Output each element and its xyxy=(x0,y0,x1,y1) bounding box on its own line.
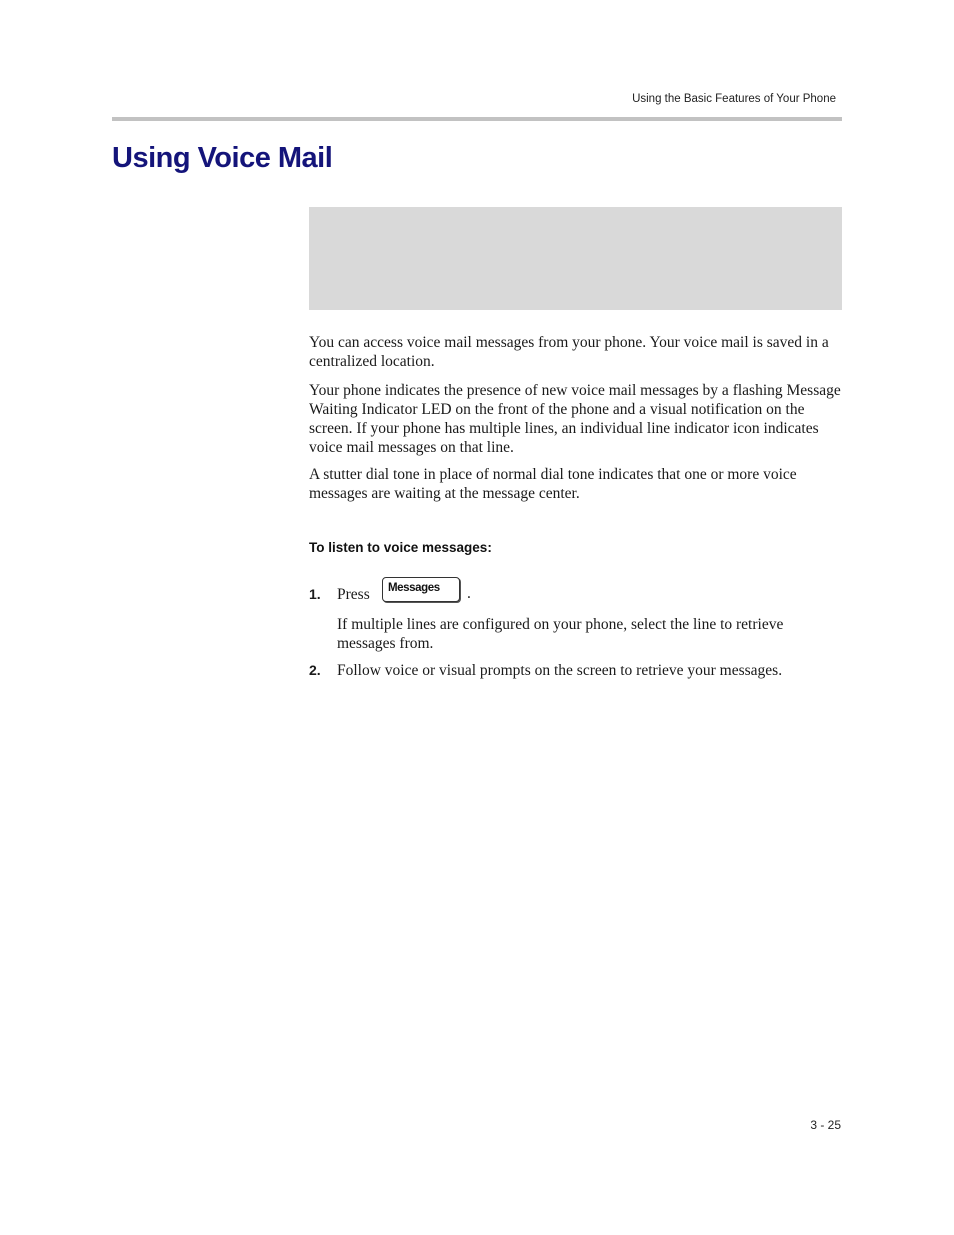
step-note: If multiple lines are configured on your phone, select the line to retrieve messages from. xyxy=(337,616,784,652)
body-paragraph xyxy=(309,465,842,503)
body-paragraph xyxy=(309,381,842,457)
paragraph-text: You can access voice mail messages from your phone. Your voice mail is saved in a centralized location. xyxy=(309,334,829,370)
step-suffix: . xyxy=(467,585,471,602)
messages-key-button: Messages xyxy=(382,577,460,602)
page-number: 3 - 25 xyxy=(810,1118,841,1132)
procedure-heading: To listen to voice messages: xyxy=(309,540,492,555)
step-text: Press xyxy=(337,586,370,603)
paragraph-text: A stutter dial tone in place of normal dial tone indicates that one or more voice messages are waiting at the message center. xyxy=(309,466,797,502)
page-title: Using Voice Mail xyxy=(112,142,333,174)
step-number: 1. xyxy=(309,586,321,602)
running-header: Using the Basic Features of Your Phone xyxy=(632,93,836,105)
step-number: 2. xyxy=(309,662,321,678)
gray-panel xyxy=(309,207,842,310)
paragraph-text: Your phone indicates the presence of new voice mail messages by a flashing Message Waiting Indicator LED on the front of the phone and a visual notification on the screen. If your phone has multiple lines, an individual line indicator icon indicates voice mail messages on that line. xyxy=(309,382,841,456)
body-paragraph xyxy=(309,333,842,371)
header-rule xyxy=(112,117,842,121)
step-text: Follow voice or visual prompts on the screen to retrieve your messages. xyxy=(337,662,783,679)
